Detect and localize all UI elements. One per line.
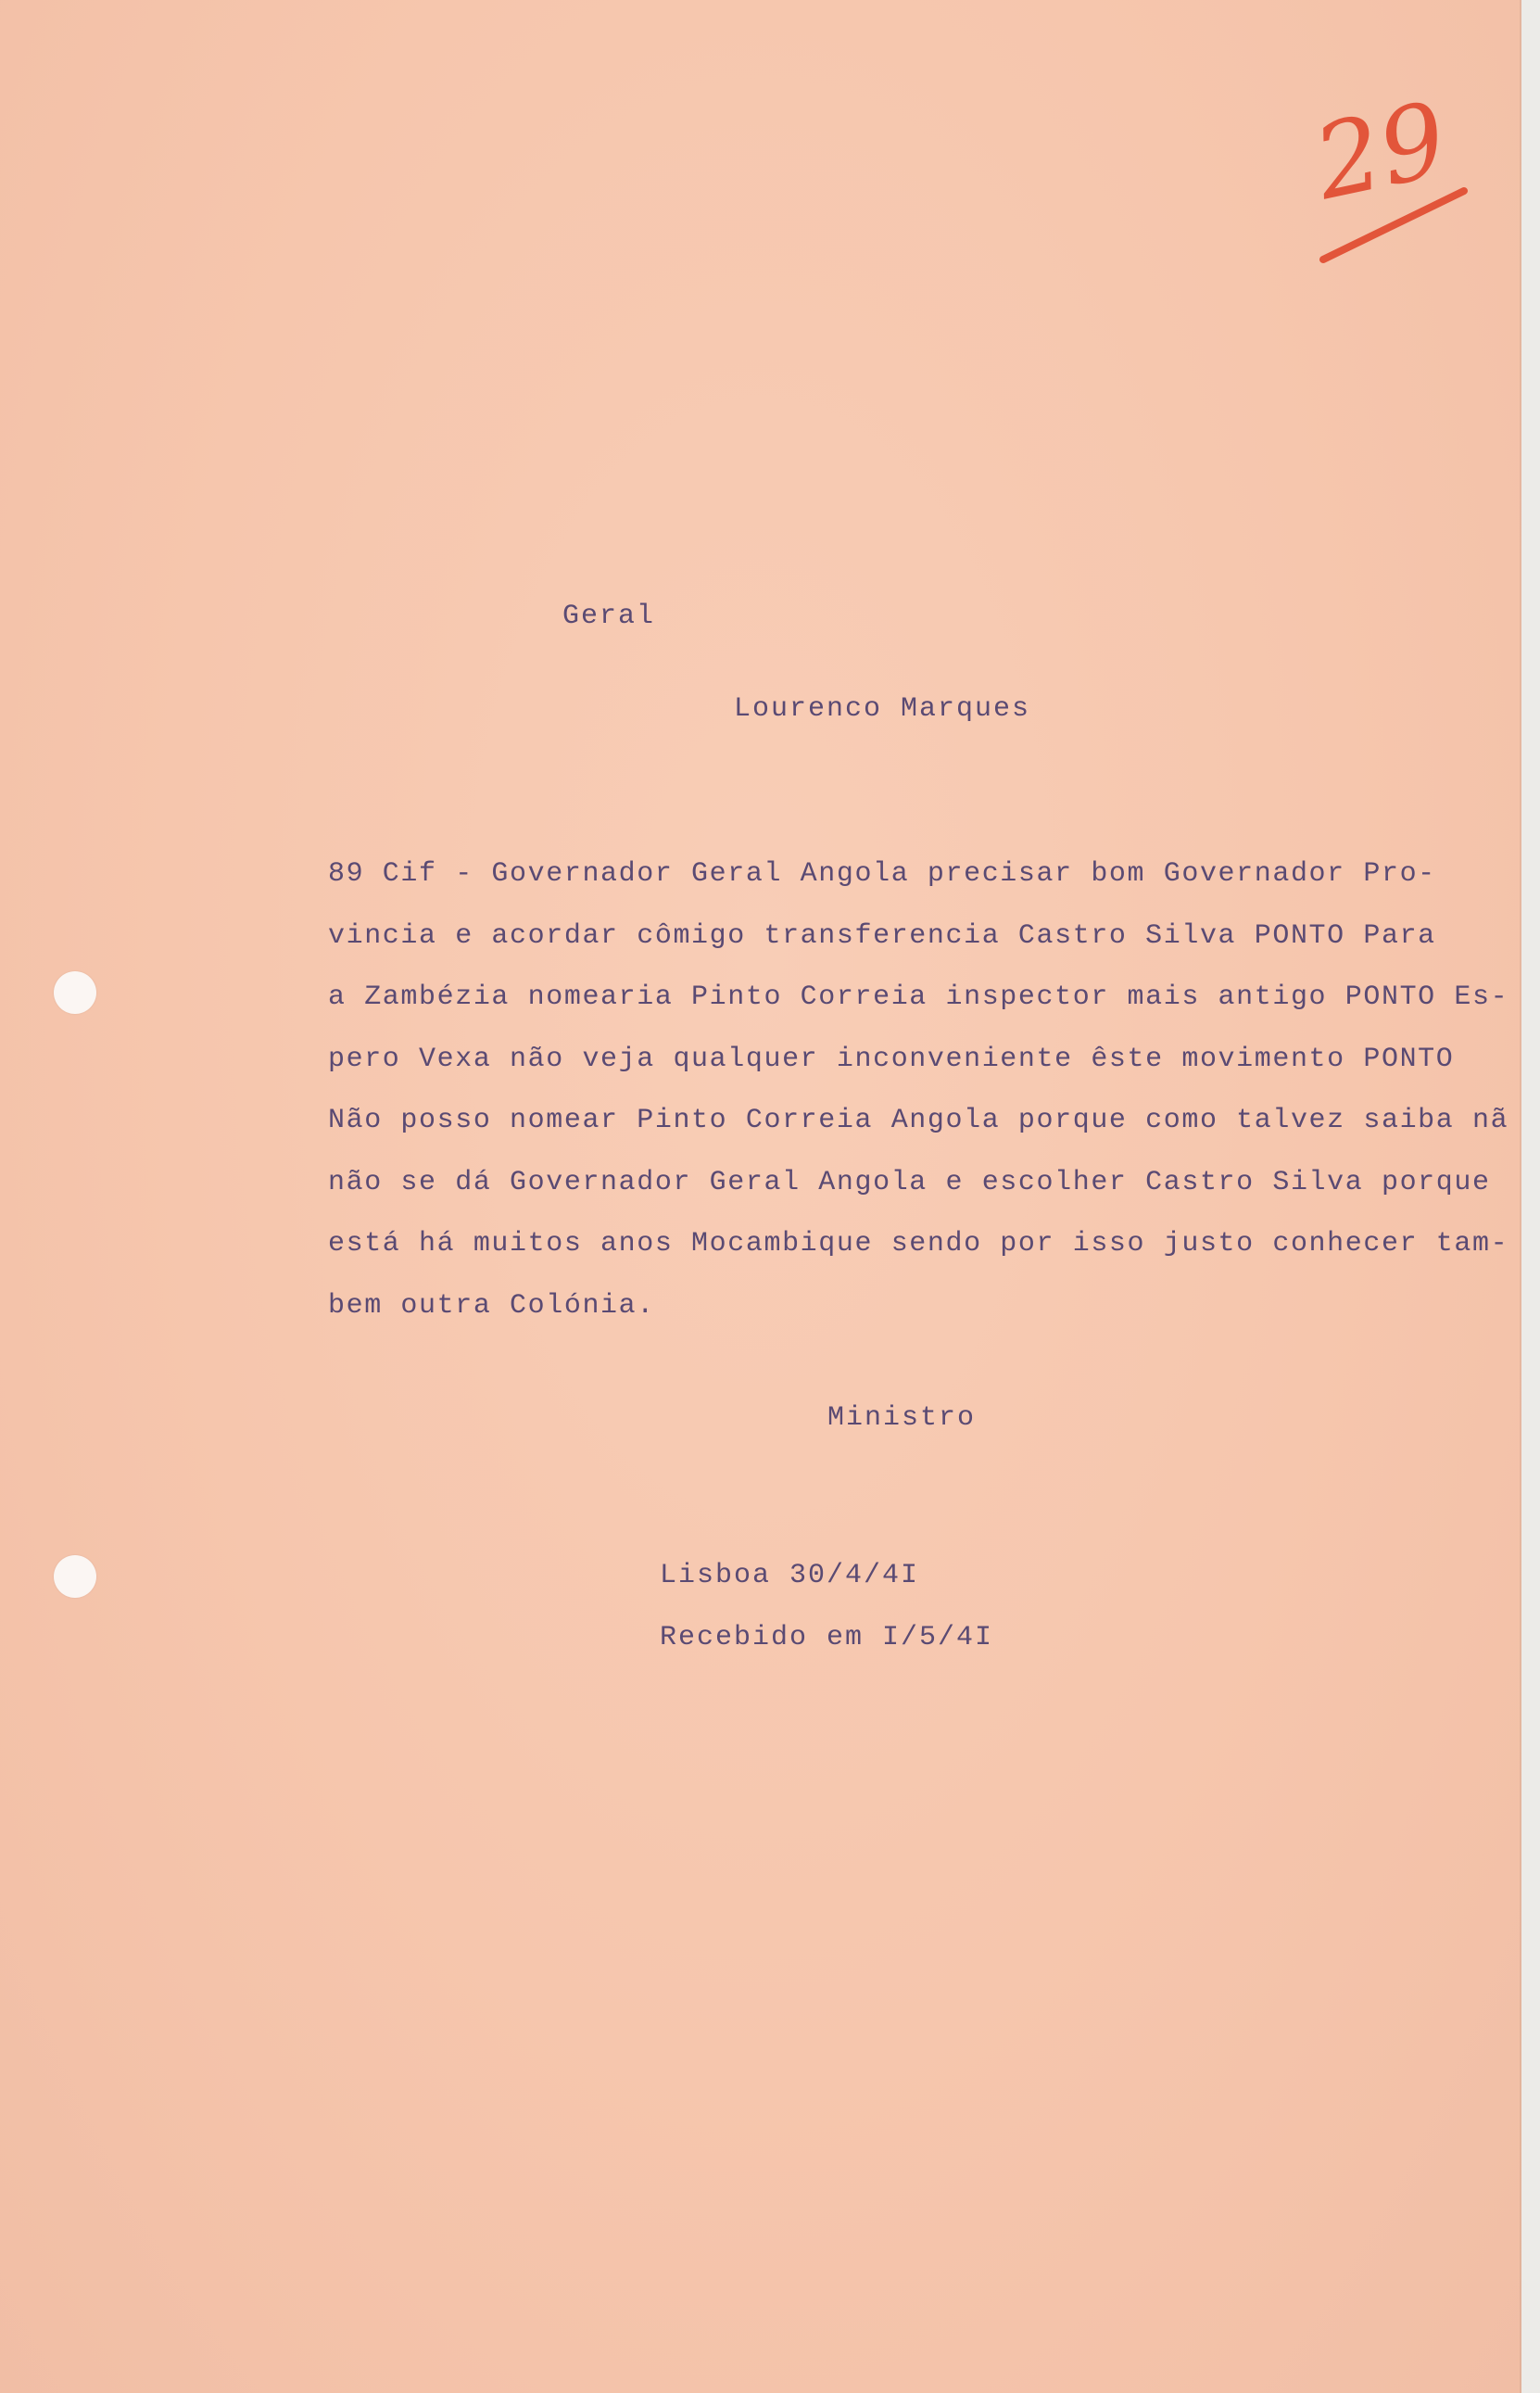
body-line: Não posso nomear Pinto Correia Angola porque como talvez saiba nã [328, 1105, 1509, 1136]
page-number: 29 [1305, 79, 1457, 223]
body-line: pero Vexa não veja qualquer inconveniente êste movimento PONTO [328, 1043, 1455, 1075]
date-received: Recebido em I/5/4I [660, 1622, 994, 1653]
body-line: a Zambézia nomearia Pinto Correia inspector mais antigo PONTO Es- [328, 981, 1509, 1013]
body-line: não se dá Governador Geral Angola e escolher Castro Silva porque [328, 1166, 1491, 1198]
heading: Geral [562, 601, 656, 632]
body-line: bem outra Colónia. [328, 1289, 655, 1322]
date-sent: Lisboa 30/4/4I [660, 1560, 920, 1591]
punch-hole [54, 1555, 96, 1598]
underline-stroke [1297, 100, 1483, 285]
destination: Lourenco Marques [734, 693, 1031, 725]
punch-hole [54, 971, 96, 1014]
body-line: vincia e acordar cômigo transferencia Castro Silva PONTO Para [328, 919, 1436, 952]
message-body [328, 843, 1520, 1336]
body-line: 89 Cif - Governador Geral Angola precisar bom Governador Pro- [328, 858, 1436, 890]
signature: Ministro [827, 1402, 977, 1434]
scan-margin [1521, 0, 1540, 2393]
body-line: está há muitos anos Mocambique sendo por isso justo conhecer tam- [328, 1228, 1509, 1260]
page-number-annotation [1297, 79, 1483, 285]
